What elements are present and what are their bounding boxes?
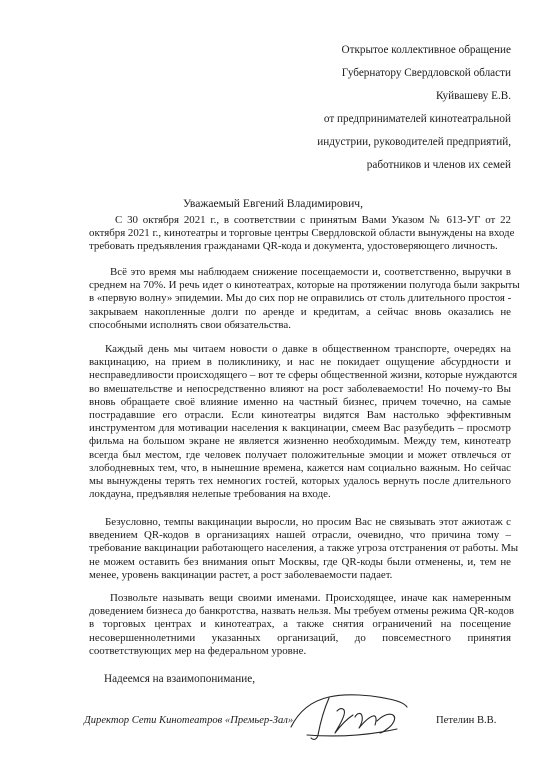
signature-name: Петелин В.В. bbox=[436, 715, 497, 726]
paragraph-line: вновь обращаете своё влияние именно на частный бизнес, причем точечно, на самые bbox=[89, 395, 511, 408]
address-line-4: от предпринимателей кинотеатральной bbox=[323, 113, 511, 125]
paragraph-line: несправедливости происходящего – вот те сферы общественной жизни, которые нуждаются bbox=[89, 369, 518, 382]
paragraph-line: инструментом для мотивации населения к вакцинации, смеем Вас разубедить – просмотр bbox=[89, 422, 511, 435]
paragraph-line: соответствующих мер на федеральном уровне. bbox=[89, 644, 307, 657]
paragraph-line: пострадавшие его отрасли. Если кинотеатры видятся Вам настолько эффективным bbox=[89, 408, 511, 421]
paragraph-line: в торговых центрах и кинотеатрах, а также снятия ограничений на посещение bbox=[89, 618, 511, 631]
paragraph-4 bbox=[89, 516, 519, 582]
paragraph-line: мы вынуждены терять тех немногих гостей, которых удалось вернуть после длительного bbox=[89, 474, 511, 487]
handwritten-signature bbox=[285, 687, 420, 745]
paragraph-line: способными исполнять свои обязательства. bbox=[89, 318, 291, 331]
paragraph-line: октября 2021 г., кинотеатры и торговые центры Свердловской области вынуждены на входе bbox=[89, 227, 515, 240]
paragraph-line: С 30 октября 2021 г., в соответствии с принятым Вами Указом № 613-УГ от 22 bbox=[115, 214, 511, 226]
paragraph-line: менее, уровень вакцинации растет, а рост заболеваемости падает. bbox=[89, 568, 393, 581]
paragraph-line: доведением бизнеса до банкротства, назвать нельзя. Мы требуем отмены режима QR-кодов bbox=[89, 605, 515, 618]
paragraph-line: не можем оставить без внимания опыт Москвы, где QR-коды были отменены, и, тем не bbox=[89, 555, 511, 568]
paragraph-5 bbox=[89, 592, 515, 658]
paragraph-3 bbox=[89, 343, 518, 501]
paragraph-line: фильма на большом экране не является жизненно необходимым. Между тем, кинотеатр bbox=[89, 435, 511, 448]
closing-line: Надеемся на взаимопонимание, bbox=[104, 673, 255, 685]
paragraph-line: во вмешательстве и непосредственно влияют на рост заболеваемости! Но почему-то Вы bbox=[89, 382, 511, 395]
paragraph-line: закрываем накопленные долги по аренде и кредитам, а сейчас вновь оказались не bbox=[89, 305, 511, 318]
paragraph-line: злободневных тем, что, в нынешние времена, кажется нам социально важным. Но сейчас bbox=[89, 461, 511, 474]
paragraph-line: локдауна, предъявляя нелепые требования на входе. bbox=[89, 488, 331, 501]
address-line-3: Куйвашеву Е.В. bbox=[435, 90, 511, 102]
paragraph-line: требовать предъявления гражданами QR-кода и документа, удостоверяющего личность. bbox=[89, 240, 498, 253]
paragraph-line: среднем на 70%. И речь идет о кинотеатрах, которые на протяжении полугода были закрыты bbox=[89, 279, 520, 292]
paragraph-line: требование вакцинации работающего населения, а также угроза отстранения от работы. Мы bbox=[89, 542, 519, 555]
paragraph-line: несовершеннолетними указанных организаций, до повсеместного принятия bbox=[89, 631, 511, 644]
address-line-2: Губернатору Свердловской области bbox=[341, 67, 511, 79]
paragraph-2 bbox=[89, 266, 520, 332]
paragraph-line: Всё это время мы наблюдаем снижение посещаемости и, соответственно, выручки в bbox=[110, 266, 511, 278]
paragraph-1 bbox=[89, 214, 515, 254]
paragraph-line: Безусловно, темпы вакцинации выросли, но просим Вас не связывать этот ажиотаж с bbox=[105, 516, 511, 528]
paragraph-line: введением QR-кодов в организациях нашей отрасли, очевидно, что причина тому – bbox=[89, 529, 511, 542]
address-line-5: индустрии, руководителей предприятий, bbox=[317, 136, 511, 148]
address-line-6: работников и членов их семей bbox=[366, 159, 511, 171]
paragraph-line: в «первую волну» эпидемии. Мы до сих пор не оправились от столь длительного простоя - bbox=[89, 292, 512, 305]
paragraph-line: Позвольте называть вещи своими именами. Происходящее, иначе как намеренным bbox=[110, 592, 511, 604]
paragraph-line: всегда был местом, где человек получает положительные эмоции и может отвлечься от bbox=[89, 448, 511, 461]
greeting: Уважаемый Евгений Владимирович, bbox=[183, 197, 364, 210]
paragraph-line: вакцинацию, на прием в поликлинику, и нас не покидает ощущение абсурдности и bbox=[89, 356, 511, 369]
signature-title: Директор Сети Кинотеатров «Премьер-Зал» bbox=[84, 715, 294, 726]
address-line-1: Открытое коллективное обращение bbox=[341, 44, 511, 56]
paragraph-line: Каждый день мы читаем новости о давке в общественном транспорте, очередях на bbox=[105, 343, 511, 355]
